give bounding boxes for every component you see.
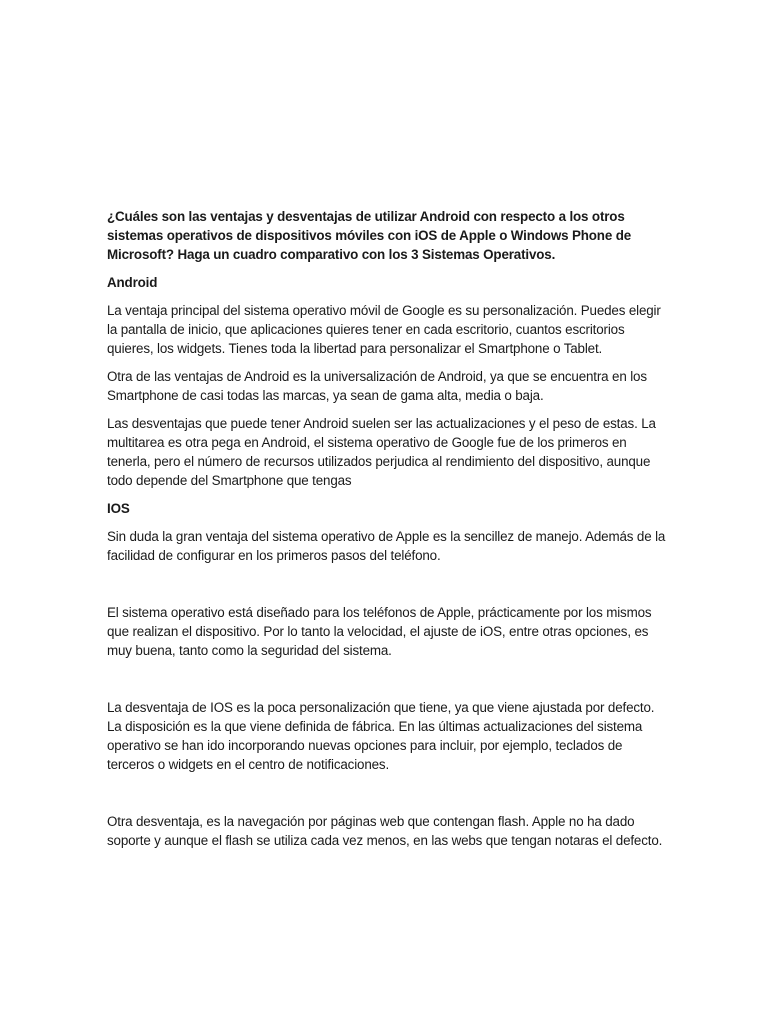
ios-paragraph-1: Sin duda la gran ventaja del sistema operativo de Apple es la sencillez de manejo. Además de la facilidad de configurar en los primeros pasos del teléfono. (107, 529, 666, 563)
question-heading: ¿Cuáles son las ventajas y desventajas de utilizar Android con respecto a los otros sistemas operativos de dispositivos móviles con iOS de Apple o Windows Phone de Microsoft? Haga un cuadro comparativo con los 3 Sistemas Operativos. (107, 209, 632, 262)
android-paragraph-1: La ventaja principal del sistema operativo móvil de Google es su personalización. Puedes elegir la pantalla de inicio, que aplicaciones quieres tener en cada escritorio, cuantos escritorios quieres, los widgets. Tienes toda la libertad para personalizar el Smartphone o Tablet. (107, 303, 661, 356)
ios-paragraph-3: La desventaja de IOS es la poca personalización que tiene, ya que viene ajustada por defecto. La disposición es la que viene definida de fábrica. En las últimas actualizaciones del sistema operativo se han ido incorporando nuevas opciones para incluir, por ejemplo, teclados de terceros o widgets en el centro de notificaciones. (107, 700, 655, 772)
ios-paragraph-2: El sistema operativo está diseñado para los teléfonos de Apple, prácticamente por los mismos que realizan el dispositivo. Por lo tanto la velocidad, el ajuste de iOS, entre otras opciones, es muy buena, tanto como la seguridad del sistema. (107, 605, 652, 658)
android-paragraph-2: Otra de las ventajas de Android es la universalización de Android, ya que se encuentra en los Smartphone de casi todas las marcas, ya sean de gama alta, media o baja. (107, 369, 647, 403)
ios-paragraph-4: Otra desventaja, es la navegación por páginas web que contengan flash. Apple no ha dado soporte y aunque el flash se utiliza cada vez menos, en las webs que tengan notaras el defecto. (107, 814, 663, 848)
document-body (107, 207, 667, 850)
section-heading-ios: IOS (107, 501, 130, 516)
section-heading-android: Android (107, 275, 158, 290)
android-paragraph-3: Las desventajas que puede tener Android suelen ser las actualizaciones y el peso de estas. La multitarea es otra pega en Android, el sistema operativo de Google fue de los primeros en tenerla, pero el número de recursos utilizados perjudica al rendimiento del dispositivo, aunque todo depende del Smartphone que tengas (107, 416, 656, 488)
